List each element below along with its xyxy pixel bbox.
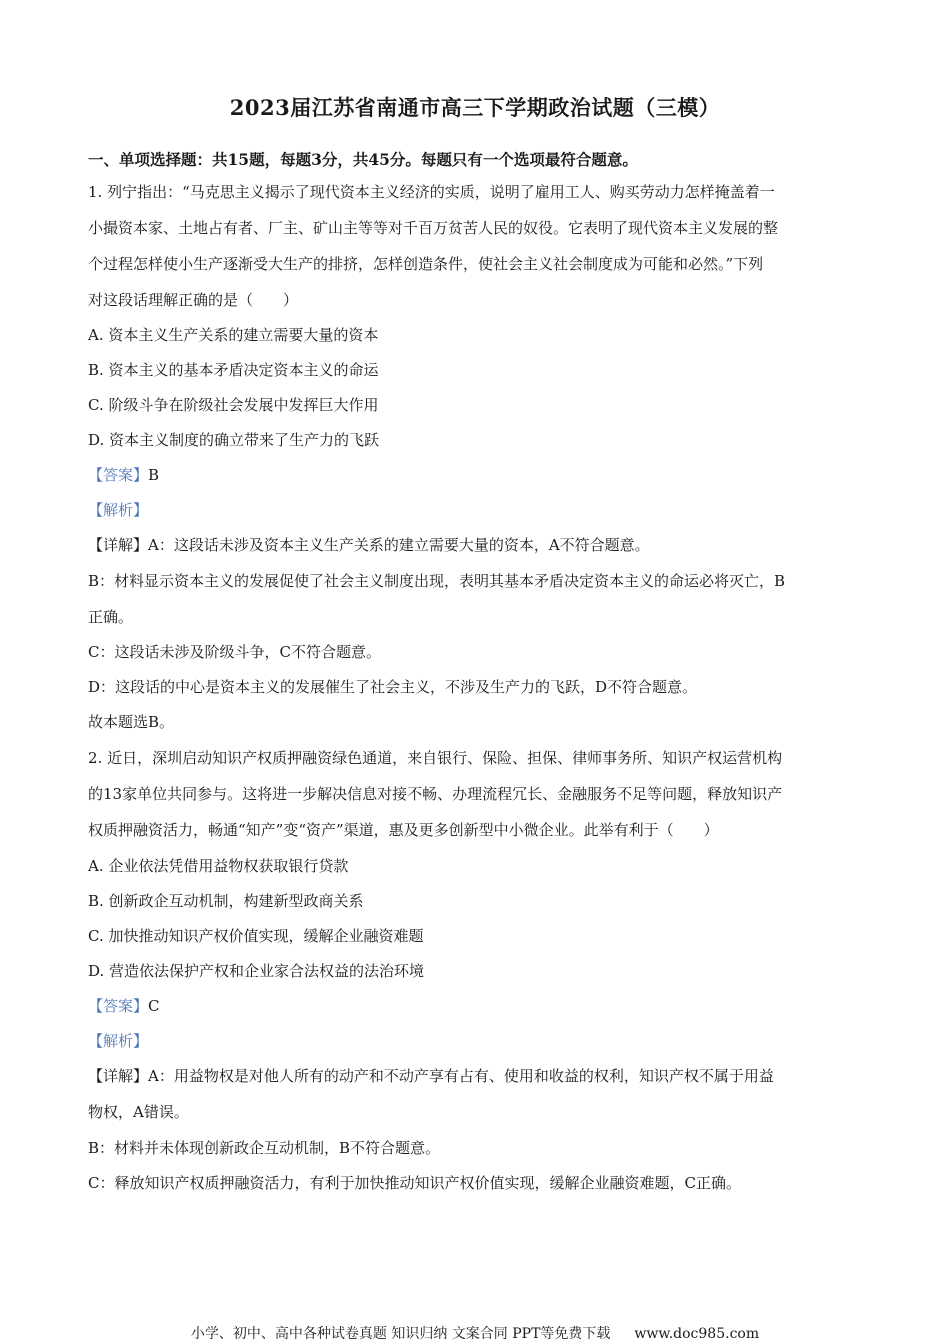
q2-stem-line-1: 2. 近日，深圳启动知识产权质押融资绿色通道，来自银行、保险、担保、律师事务所、知识产权运营机构: [88, 749, 783, 767]
q2-detail-line-4: C：释放知识产权质押融资活力，有利于加快推动知识产权价值实现，缓解企业融资难题，C正确。: [88, 1174, 741, 1192]
q2-detail-line-1: [88, 1066, 878, 1086]
q2-detail-line-3: B：材料并未体现创新政企互动机制，B不符合题意。: [88, 1139, 441, 1157]
q1-detail-line-4: C：这段话未涉及阶级斗争，C不符合题意。: [88, 643, 381, 661]
footer-text: 小学、初中、高中各种试卷真题 知识归纳 文案合同 PPT等免费下载: [190, 1326, 611, 1342]
q1-detail-line-1: [88, 535, 878, 555]
q1-option-d: D. 资本主义制度的确立带来了生产力的飞跃: [88, 431, 380, 449]
q2-answer-line: [88, 996, 878, 1016]
q1-stem-line-3: 个过程怎样使小生产逐渐受大生产的排挤，怎样创造条件，使社会主义社会制度成为可能和必然。”下列: [88, 255, 764, 273]
page-footer: [0, 1323, 950, 1343]
detail-tag: 【详解】: [88, 536, 149, 554]
footer-url[interactable]: www.doc985.com: [634, 1326, 760, 1342]
q2-option-a: A. 企业依法凭借用益物权获取银行贷款: [88, 857, 349, 875]
answer-tag: 【答案】: [88, 466, 149, 484]
q1-stem-line-4: 对这段话理解正确的是（ ）: [88, 291, 299, 309]
q2-option-c: C. 加快推动知识产权价值实现，缓解企业融资难题: [88, 927, 424, 945]
q1-detail-line-3: 正确。: [88, 608, 134, 626]
q2-analysis-tag: 【解析】: [88, 1032, 149, 1050]
q1-stem-line-1: 1. 列宁指出：“马克思主义揭示了现代资本主义经济的实质，说明了雇用工人、购买劳动力怎样掩盖着一: [88, 183, 775, 201]
answer-value: C: [148, 997, 160, 1015]
detail-text: A：用益物权是对他人所有的动产和不动产享有占有、使用和收益的权利，知识产权不属于用益: [148, 1067, 774, 1085]
q1-analysis-tag: 【解析】: [88, 501, 149, 519]
detail-tag: 【详解】: [88, 1067, 149, 1085]
q1-answer-line: [88, 465, 878, 485]
page-title: 2023届江苏省南通市高三下学期政治试题（三模）: [229, 95, 721, 120]
detail-text: A：这段话未涉及资本主义生产关系的建立需要大量的资本，A不符合题意。: [148, 536, 650, 554]
q2-stem-line-3: 权质押融资活力，畅通“知产”变“资产”渠道，惠及更多创新型中小微企业。此举有利于（ ）: [88, 821, 719, 839]
q1-detail-line-5: D：这段话的中心是资本主义的发展催生了社会主义，不涉及生产力的飞跃，D不符合题意。: [88, 678, 698, 696]
q2-option-d: D. 营造依法保护产权和企业家合法权益的法治环境: [88, 962, 425, 980]
q1-option-a: A. 资本主义生产关系的建立需要大量的资本: [88, 326, 379, 344]
q1-stem-line-2: 小撮资本家、土地占有者、厂主、矿山主等等对千百万贫苦人民的奴役。它表明了现代资本主义发展的整: [88, 219, 779, 237]
answer-value: B: [148, 466, 160, 484]
q1-conclusion: 故本题选B。: [88, 713, 175, 731]
q2-detail-line-2: 物权，A错误。: [88, 1103, 189, 1121]
q1-option-c: C. 阶级斗争在阶级社会发展中发挥巨大作用: [88, 396, 379, 414]
section-heading: 一、单项选择题：共15题，每题3分，共45分。每题只有一个选项最符合题意。: [88, 150, 638, 169]
q1-option-b: B. 资本主义的基本矛盾决定资本主义的命运: [88, 361, 379, 379]
q1-detail-line-2: B：材料显示资本主义的发展促使了社会主义制度出现，表明其基本矛盾决定资本主义的命运必将灭亡，B: [88, 572, 786, 590]
q2-option-b: B. 创新政企互动机制，构建新型政商关系: [88, 892, 364, 910]
q2-stem-line-2: 的13家单位共同参与。这将进一步解决信息对接不畅、办理流程冗长、金融服务不足等问题，释放知识产: [88, 785, 783, 803]
answer-tag: 【答案】: [88, 997, 149, 1015]
